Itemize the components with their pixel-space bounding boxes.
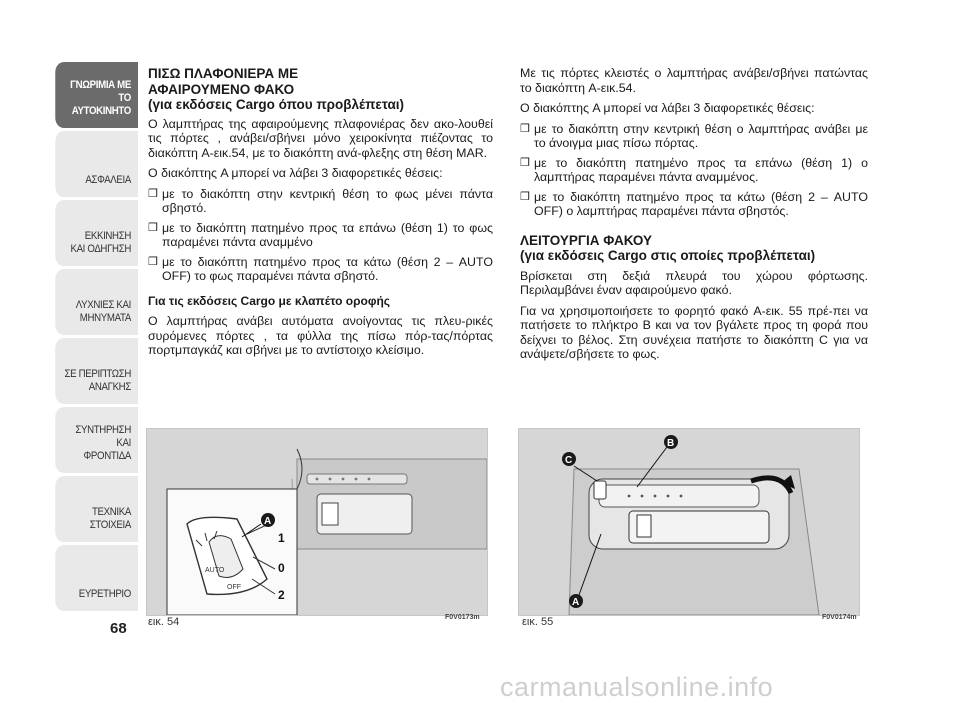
checkbox-bullet-icon: ❒ [520, 190, 530, 203]
list-item [520, 122, 868, 151]
title-line: (για εκδόσεις Cargo όπου προβλέπεται) [148, 97, 405, 112]
figure-55-caption: εικ. 55 [522, 616, 554, 628]
position-0-label: 0 [278, 561, 285, 575]
title-line: ΑΦΑΙΡΟΥΜΕΝΟ ΦΑΚΟ [148, 81, 295, 97]
subheading: Για τις εκδόσεις Cargo με κλαπέτο οροφής [148, 293, 391, 308]
position-1-label: 1 [278, 531, 285, 545]
list-item-text: με το διακόπτη πατημένο προς τα κάτω (θέση 2 – AUTO OFF) ο λαμπτήρας παραμένει πάντα σβηστός. [534, 189, 868, 218]
tab-warning-lights[interactable] [55, 269, 138, 335]
title-line: ΠΙΣΩ ΠΛΑΦΟΝΙΕΡΑ ΜΕ [148, 66, 299, 81]
tab-label: ΕΚΚΙΝΗΣΗ ΚΑΙ ΟΔΗΓΗΣΗ [70, 230, 131, 255]
list-item [148, 221, 493, 250]
title-line: ΛΕΙΤΟΥΡΓΙΑ ΦΑΚΟΥ [520, 232, 652, 248]
paragraph: Με τις πόρτες κλειστές ο λαμπτήρας ανάβει/σβήνει πατώντας το διακόπτη A-εικ.54. [520, 66, 868, 95]
tab-label: ΛΥΧΝΙΕΣ ΚΑΙ ΜΗΝΥΜΑΤΑ [75, 299, 131, 324]
callout-a-label: A [572, 597, 580, 608]
paragraph: Ο διακόπτης A μπορεί να λάβει 3 διαφορετικές θέσεις: [148, 166, 443, 180]
list-item [520, 156, 868, 185]
callout-b-label: B [667, 438, 675, 449]
tab-label: ΣΕ ΠΕΡΙΠΤΩΣΗ ΑΝΑΓΚΗΣ [64, 368, 131, 393]
tab-getting-to-know[interactable] [55, 62, 138, 128]
list-item [148, 187, 493, 216]
tab-label: ΕΥΡΕΤΗΡΙΟ [78, 588, 131, 600]
off-label: OFF [227, 584, 241, 591]
tab-starting-driving[interactable] [55, 200, 138, 266]
title-line: (για εκδόσεις Cargo στις οποίες προβλέπεται) [520, 248, 816, 263]
position-2-label: 2 [278, 588, 285, 602]
right-column [520, 66, 868, 368]
checkbox-bullet-icon: ❒ [148, 255, 158, 268]
list-item-text: με το διακόπτη στην κεντρική θέση το φως μένει πάντα σβηστό. [162, 186, 493, 215]
list-item [520, 190, 868, 219]
site-watermark: carmanualsonline.info [500, 672, 774, 702]
list-item-text: με το διακόπτη πατημένο προς τα επάνω (θέση 1) το φως παραμένει πάντα αναμμένο [162, 220, 493, 249]
tab-label: ΤΕΧΝΙΚΑ ΣΤΟΙΧΕΙΑ [89, 506, 131, 531]
tab-technical-data[interactable] [55, 476, 138, 542]
paragraph: Ο λαμπτήρας ανάβει αυτόματα ανοίγοντας τις πλευ-ρικές συρόμενες πόρτες , τα φύλλα της πίσω πόρ-τας/πόρτας πορτμπαγκάζ και σβήνει με το αντίστοιχο κλείσιμο. [148, 314, 493, 357]
checkbox-bullet-icon: ❒ [520, 122, 530, 135]
tab-label: ΣΥΝΤΗΡΗΣΗ ΚΑΙ ΦΡΟΝΤΙΔΑ [75, 424, 131, 462]
checkbox-bullet-icon: ❒ [148, 221, 158, 234]
left-column [148, 66, 493, 364]
tab-safety[interactable] [55, 131, 138, 197]
tab-label: ΑΣΦΑΛΕΙΑ [85, 174, 131, 186]
tab-label: ΓΝΩΡΙΜΙΑ ΜΕ ΤΟ ΑΥΤΟΚΙΝΗΤΟ [70, 79, 131, 117]
section-title [520, 233, 868, 264]
ceiling-light-illustration [147, 429, 487, 615]
list-item-text: με το διακόπτη πατημένο προς τα επάνω (θέση 1) ο λαμπτήρας παραμένει πάντα αναμμένος. [534, 155, 868, 184]
list-item-text: με το διακόπτη στην κεντρική θέση ο λαμπτήρας ανάβει με το άνοιγμα μιας πίσω πόρτας. [534, 121, 868, 150]
tab-emergency[interactable] [55, 338, 138, 404]
figure-54-ceiling-light [146, 428, 488, 616]
page-number: 68 [110, 620, 127, 637]
section-title [148, 66, 493, 113]
figure-55-code: F0V0174m [822, 614, 857, 621]
checkbox-bullet-icon: ❒ [148, 187, 158, 200]
paragraph: Βρίσκεται στη δεξιά πλευρά του χώρου φόρτωσης. Περιλαμβάνει έναν αφαιρούμενο φακό. [520, 268, 868, 297]
tab-maintenance[interactable] [55, 407, 138, 473]
callout-c-label: C [565, 455, 573, 466]
checkbox-bullet-icon: ❒ [520, 156, 530, 169]
tab-index[interactable] [55, 545, 138, 611]
list-item-text: με το διακόπτη πατημένο προς τα κάτω (θέση 2 – AUTO OFF) το φως παραμένει πάντα σβηστό. [162, 254, 493, 283]
callout-a-label: A [264, 516, 272, 527]
paragraph: Ο λαμπτήρας της αφαιρούμενης πλαφονιέρας δεν ακο-λουθεί τις πόρτες , ανάβει/σβήνει μόνο χειροκίνητα πιέζοντας το διακόπτη A-εικ.54, με το διακόπτη ανά-φλεξης στη θέση MAR. [148, 116, 493, 160]
paragraph: Για να χρησιμοποιήσετε το φορητό φακό A-εικ. 55 πρέ-πει να πατήσετε το πλήκτρο B και να τον βγάλετε προς τη φορά που δείχνει το βέλος. Στη συνέχεια πατήστε το διακόπτη C για να ανάψετε/σβήσετε το φως. [520, 303, 868, 361]
figure-54-code: F0V0173m [445, 614, 480, 621]
list-item [148, 255, 493, 284]
figure-55-flashlight [518, 428, 860, 616]
flashlight-illustration [519, 429, 859, 615]
figure-54-caption: εικ. 54 [148, 616, 180, 628]
paragraph: Ο διακόπτης A μπορεί να λάβει 3 διαφορετικές θέσεις: [520, 101, 815, 115]
auto-label: AUTO [205, 567, 225, 574]
